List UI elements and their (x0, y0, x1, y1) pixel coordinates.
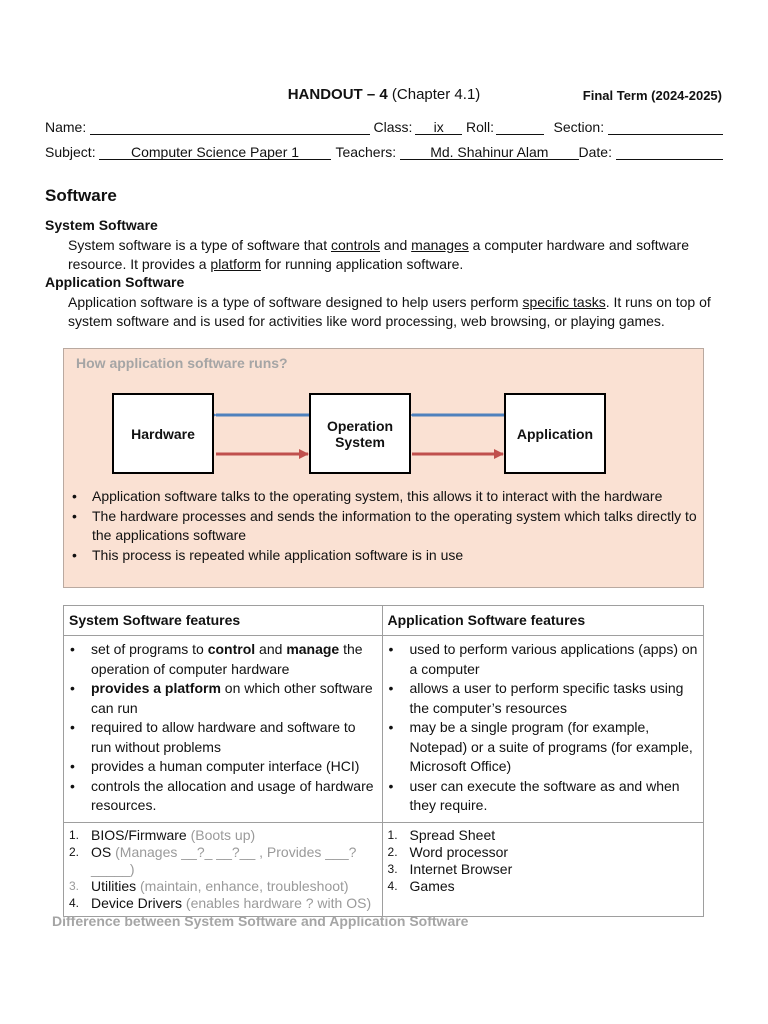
keyword-manages: manages (411, 236, 469, 253)
feature-text: set of programs to (91, 641, 208, 657)
example-hint: (Boots up) (186, 826, 256, 843)
subject-field[interactable]: Computer Science Paper 1 (99, 144, 332, 160)
list-item (68, 679, 378, 718)
list-item (68, 895, 378, 912)
desc-text: and (380, 236, 412, 253)
table-row (64, 636, 704, 823)
application-box: Application (504, 393, 606, 474)
callout-title: How application software runs? (76, 355, 288, 371)
name-field[interactable] (90, 119, 369, 135)
application-features-cell (382, 636, 703, 823)
example-name: Internet Browser (409, 860, 513, 877)
list-item: • Application software talks to the operating system, this allows it to interact with the hardware (70, 487, 700, 507)
date-label: Date: (578, 144, 612, 160)
date-field[interactable] (616, 144, 723, 160)
desc-text: a computer hardware and software resource. It provides a (68, 236, 689, 272)
item-number: 3. (387, 861, 398, 876)
list-item: • allows a user to perform specific tasks using the computer’s resources (387, 679, 699, 718)
application-features-header: Application Software features (382, 606, 703, 636)
item-number: 4. (387, 878, 398, 893)
system-software-definition (45, 216, 725, 275)
handout-number: HANDOUT – 4 (287, 86, 388, 103)
list-item: • user can execute the software as and when they require. (387, 777, 699, 816)
table-caption: Difference between System Software and Application Software (52, 913, 469, 929)
list-item: • The hardware processes and sends the information to the operating system which talks directly to the applications software (70, 507, 700, 546)
list-item: • provides a human computer interface (HCI) (68, 757, 378, 777)
list-item: • controls the allocation and usage of hardware resources. (68, 777, 378, 816)
roll-label: Roll: (465, 119, 494, 135)
name-label: Name: (45, 119, 87, 135)
keyword-platform: platform (210, 256, 261, 272)
feature-bold: provides a platform (91, 680, 221, 696)
list-item (387, 827, 699, 844)
class-label: Class: (373, 119, 413, 135)
example-hint: (Manages __?_ __?__ , Provides ___?_____) (91, 843, 357, 877)
subject-label: Subject: (45, 144, 96, 160)
example-name: Device Drivers (91, 894, 183, 911)
list-item (68, 878, 378, 895)
class-field[interactable]: ix (415, 119, 462, 135)
item-number: 2. (387, 844, 398, 859)
software-flow-diagram (112, 393, 612, 475)
system-software-term: System Software (45, 217, 158, 233)
teachers-field[interactable]: Md. Shahinur Alam (400, 144, 578, 160)
feature-bold: manage (286, 641, 340, 657)
example-name: Word processor (409, 843, 509, 860)
application-software-term: Application Software (45, 274, 185, 290)
application-software-definition (45, 273, 725, 332)
features-comparison-table (63, 605, 704, 917)
section-label: Section: (553, 119, 605, 135)
teachers-label: Teachers: (335, 144, 397, 160)
desc-text: for running application software. (260, 256, 464, 272)
operating-system-box: Operation System (309, 393, 411, 474)
example-name: BIOS/Firmware (91, 826, 187, 843)
table-row (64, 822, 704, 916)
section-field[interactable] (608, 119, 723, 135)
feature-text: on which other software can run (91, 680, 373, 716)
callout-bullets (70, 487, 700, 565)
system-features-header: System Software features (64, 606, 383, 636)
example-hint: (enables hardware ? with OS) (182, 894, 372, 911)
item-number: 1. (387, 827, 398, 842)
list-item: • may be a single program (for example, Notepad) or a suite of programs (for example, Microsoft Office) (387, 718, 699, 777)
list-item (68, 640, 378, 679)
example-hint: (maintain, enhance, troubleshoot) (136, 877, 349, 894)
table-header-row (64, 606, 704, 636)
application-examples-cell (382, 822, 703, 916)
list-item (387, 844, 699, 861)
system-software-desc (45, 236, 725, 275)
keyword-specific-tasks: specific tasks (522, 293, 606, 310)
item-number: 3. (69, 878, 80, 893)
system-features-cell (64, 636, 383, 823)
application-software-desc (45, 293, 725, 332)
list-item (387, 861, 699, 878)
list-item: • used to perform various applications (apps) on a computer (387, 640, 699, 679)
desc-text: System software is a type of software that (68, 236, 331, 253)
list-item (68, 827, 378, 844)
list-item: • This process is repeated while application software is in use (70, 546, 700, 566)
system-examples-cell (64, 822, 383, 916)
chapter-label: (Chapter 4.1) (391, 86, 481, 103)
keyword-controls: controls (331, 236, 381, 253)
term-label: Final Term (2024-2025) (582, 88, 722, 103)
section-title: Software (45, 186, 117, 205)
desc-text: Application software is a type of software designed to help users perform (68, 293, 523, 310)
desc-text: . It runs on top of system software and is used for activities like word processing, web browsing, or playing games. (68, 293, 711, 329)
student-info-row (45, 119, 723, 135)
item-number: 4. (69, 895, 80, 910)
example-name: Utilities (91, 877, 137, 894)
example-name: OS (91, 843, 112, 860)
list-item (387, 878, 699, 895)
example-name: Games (409, 877, 455, 894)
feature-bold: control (207, 641, 256, 657)
hardware-box: Hardware (112, 393, 214, 474)
list-item (68, 844, 378, 878)
feature-text: the operation of computer hardware (91, 641, 363, 677)
example-name: Spread Sheet (409, 826, 496, 843)
feature-text: and (255, 641, 287, 657)
list-item: • required to allow hardware and software to run without problems (68, 718, 378, 757)
roll-field[interactable] (496, 119, 544, 135)
item-number: 2. (69, 844, 80, 859)
how-software-runs-callout (63, 348, 704, 588)
item-number: 1. (69, 827, 80, 842)
subject-info-row (45, 144, 723, 160)
